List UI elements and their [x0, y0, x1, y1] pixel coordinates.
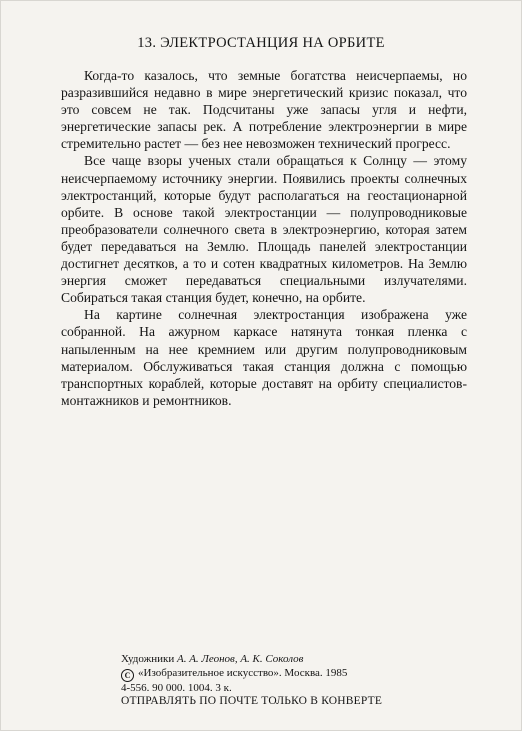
paragraph-3: На картине солнечная электростанция изображена уже собранной. На ажурном каркасе натянута тонкая пленка с напыленным на нее кремнием или другим полупроводниковым материалом. Обслуживаться такая станция должна с помощью транспортных кораблей, которые доставят на орбиту специалистов-монтажников и ремонтников. — [61, 307, 467, 408]
paragraph-2: Все чаще взоры ученых стали обращаться к Солнцу — этому неисчерпаемому источнику энергии. Появились проекты солнечных электростанций, которые будут располагаться на геостационарной орбите. В основе такой электростанции — полупроводниковые преобразователи солнечного света в электроэнергию, которая затем будет передаваться на Землю. Площадь панелей электростанции достигнет десятков, а то и сотен квадратных километров. На Землю энергия сможет передаваться специальными излучателями. Собираться такая станция будет, конечно, на орбите. — [61, 153, 467, 306]
copyright-line — [121, 667, 382, 682]
paragraph-1: Когда-то казалось, что земные богатства неисчерпаемы, но разразившийся недавно в мире энергетический кризис показал, что это совсем не так. Подсчитаны уже запасы угля и нефти, энергетические запасы рек. А потребление электроэнергии в мире стремительно растет — без нее невозможен технический прогресс. — [61, 68, 467, 152]
artists-names: А. А. Леонов, А. К. Соколов — [176, 653, 304, 665]
copyright-text: «Изобразительное искусство». Москва. 1985 — [138, 666, 348, 679]
article-body — [61, 67, 467, 409]
print-info: 4-556. 90 000. 1004. 3 к. — [121, 681, 232, 694]
imprint — [121, 653, 382, 709]
mailing-notice: ОТПРАВЛЯТЬ ПО ПОЧТЕ ТОЛЬКО В КОНВЕРТЕ — [121, 695, 383, 707]
artists-label: Художники — [121, 653, 175, 665]
page-title: 13. ЭЛЕКТРОСТАНЦИЯ НА ОРБИТЕ — [137, 35, 385, 51]
artists-line — [121, 653, 382, 667]
copyright-icon: C — [121, 669, 134, 682]
